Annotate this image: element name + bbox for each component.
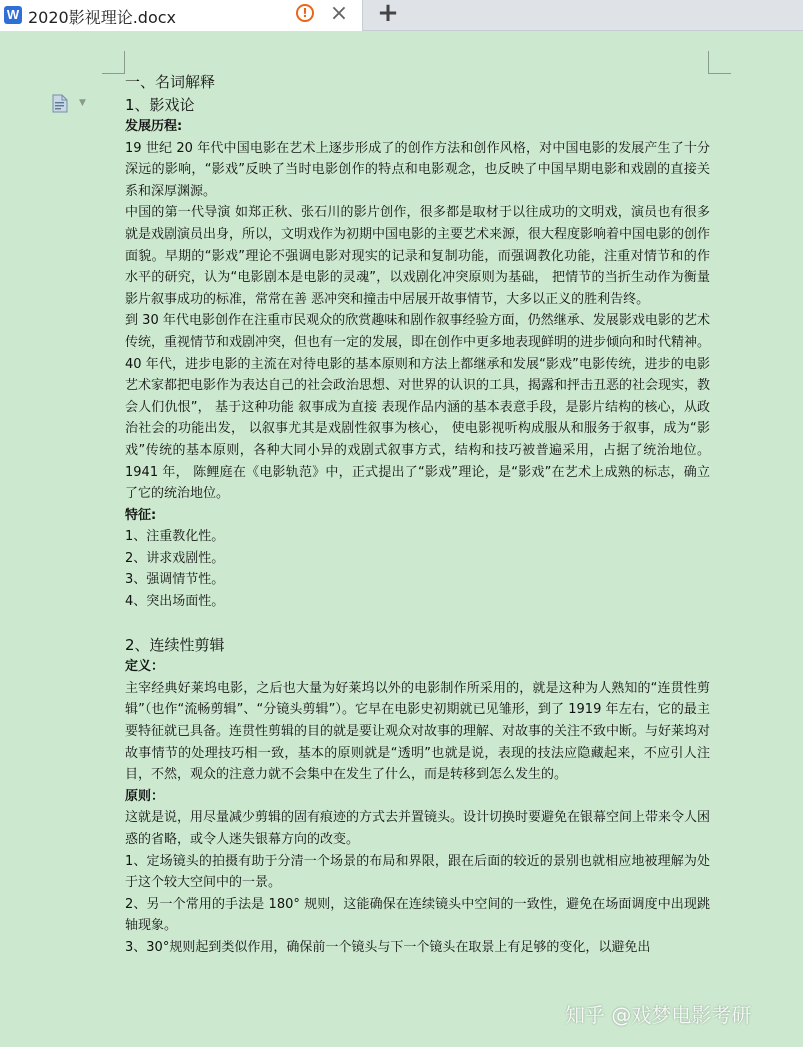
section-label: 发展历程: [125, 119, 183, 134]
chevron-down-icon[interactable]: ▼ [79, 98, 86, 108]
section-title: 2、连续性剪辑 [125, 636, 225, 655]
paragraph: 4、突出场面性。 [125, 594, 225, 610]
warning-icon[interactable]: ! [296, 4, 314, 22]
paragraph: 2、另一个常用的手法是 180° 规则，这能确保在连续镜头中空间的一致性，避免在场面调度中出现跳轴现象。 [125, 896, 710, 934]
document-body[interactable] [125, 70, 710, 959]
paragraph: 1、注重教化性。 [125, 529, 225, 545]
paragraph: 19 世纪 20 年代中国电影在艺术上逐步形成了的创作方法和创作风格，对中国电影的发展产生了十分深远的影响，“影戏”反映了当时电影创作的特点和电影观念，也反映了中国早期电影和戏剧的直接关系和深厚渊源。 [125, 140, 710, 199]
close-icon[interactable]: × [329, 1, 349, 26]
wps-writer-icon: W [4, 6, 22, 24]
paragraph: 这就是说，用尽量减少剪辑的固有痕迹的方式去并置镜头。设计切换时要避免在银幕空间上带来令人困惑的省略，或令人迷失银幕方向的改变。 [125, 810, 711, 847]
paragraph: 主宰经典好莱坞电影，之后也大量为好莱坞以外的电影制作所采用的，就是这种为人熟知的“连贯性剪辑”（也作“流畅剪辑”、“分镜头剪辑”）。它早在电影史初期就已见雏形，到了 1919 年左右，它的最主要特征就已具备。连贯性剪辑的目的就是要让观众对故事的理解、对故事的关注不致中断。与好莱坞对故事情节的处理技巧相一致，基本的原则就是“透明”也就是说，表现的技法应隐藏起来，不应引人注目，不然，观众的注意力就不会集中在发生了什么，而是转移到怎么发生的。 [125, 680, 711, 783]
paragraph: 3、强调情节性。 [125, 572, 225, 588]
paragraph: 40 年代，进步电影的主流在对待电影的基本原则和方法上都继承和发展“影戏”电影传统，进步的电影艺术家都把电影作为表达自己的社会政治思想、对世界的认识的工具，揭露和抨击丑恶的社会现实，教会人们仇恨”， 基于这种功能 叙事成为直接 表现作品内涵的基本表意手段，是影片结构的核心，从政治社会的功能出发， 以叙事尤其是戏剧性叙事为核心， 使电影视听构成服从和服务于叙事，成为“影戏”传统的基本原则，各种大同小异的戏剧式叙事方式，结构和技巧被普遍采用，占据了统治地位。1941 年， 陈鲤庭在《电影轨范》中，正式提出了“影戏”理论，是“影戏”在艺术上成熟的标志，确立了它的统治地位。 [125, 356, 711, 502]
section-label: 特征: [125, 507, 157, 523]
section-title: 1、影戏论 [125, 96, 195, 114]
paragraph: 中国的第一代导演 如郑正秋、张石川的影片创作，很多都是取材于以往成功的文明戏，演员也有很多就是戏剧演员出身，所以，文明戏作为初期中国电影的主要艺术来源，很大程度影响着中国电影的创作面貌。早期的“影戏”理论不强调电影对现实的记录和复制功能，而强调教化功能，注重对情节和的作水平的研究，认为“电影剧本是电影的灵魂”，以戏剧化冲突原则为基础， 把情节的当折生动作为衡量影片叙事成功的标准，常常在善 恶冲突和撞击中居展开故事情节，大多以正义的胜利告终。 [125, 205, 711, 307]
margin-corner-top-left [102, 51, 125, 74]
tab-title: 2020影视理论.docx [28, 8, 177, 27]
new-tab-icon[interactable]: + [377, 0, 399, 28]
blank-line [125, 613, 710, 635]
heading-level-1: 一、名词解释 [125, 73, 216, 91]
watermark: 知乎 @戏梦电影考研 [565, 1003, 752, 1027]
section-label: 定义： [125, 659, 165, 675]
document-outline-icon[interactable] [52, 94, 68, 113]
paragraph: 2、讲求戏剧性。 [125, 550, 225, 566]
tab-bar [0, 0, 803, 31]
section-label: 原则： [125, 788, 165, 804]
paragraph: 到 30 年代电影创作在注重市民观众的欣赏趣味和剧作叙事经验方面，仍然继承、发展影戏电影的艺术传统，重视情节和戏剧冲突，但也有一定的发展，即在创作中更多地表现鲜明的进步倾向和时代精神。 [125, 313, 711, 350]
margin-corner-top-right [708, 51, 731, 74]
document-tab[interactable] [0, 0, 363, 31]
paragraph: 1、定场镜头的拍摄有助于分清一个场景的布局和界限，跟在后面的较近的景别也就相应地被理解为处于这个较大空间中的一景。 [125, 853, 710, 891]
paragraph: 3、30°规则起到类似作用，确保前一个镜头与下一个镜头在取景上有足够的变化，以避免出 [125, 939, 651, 955]
